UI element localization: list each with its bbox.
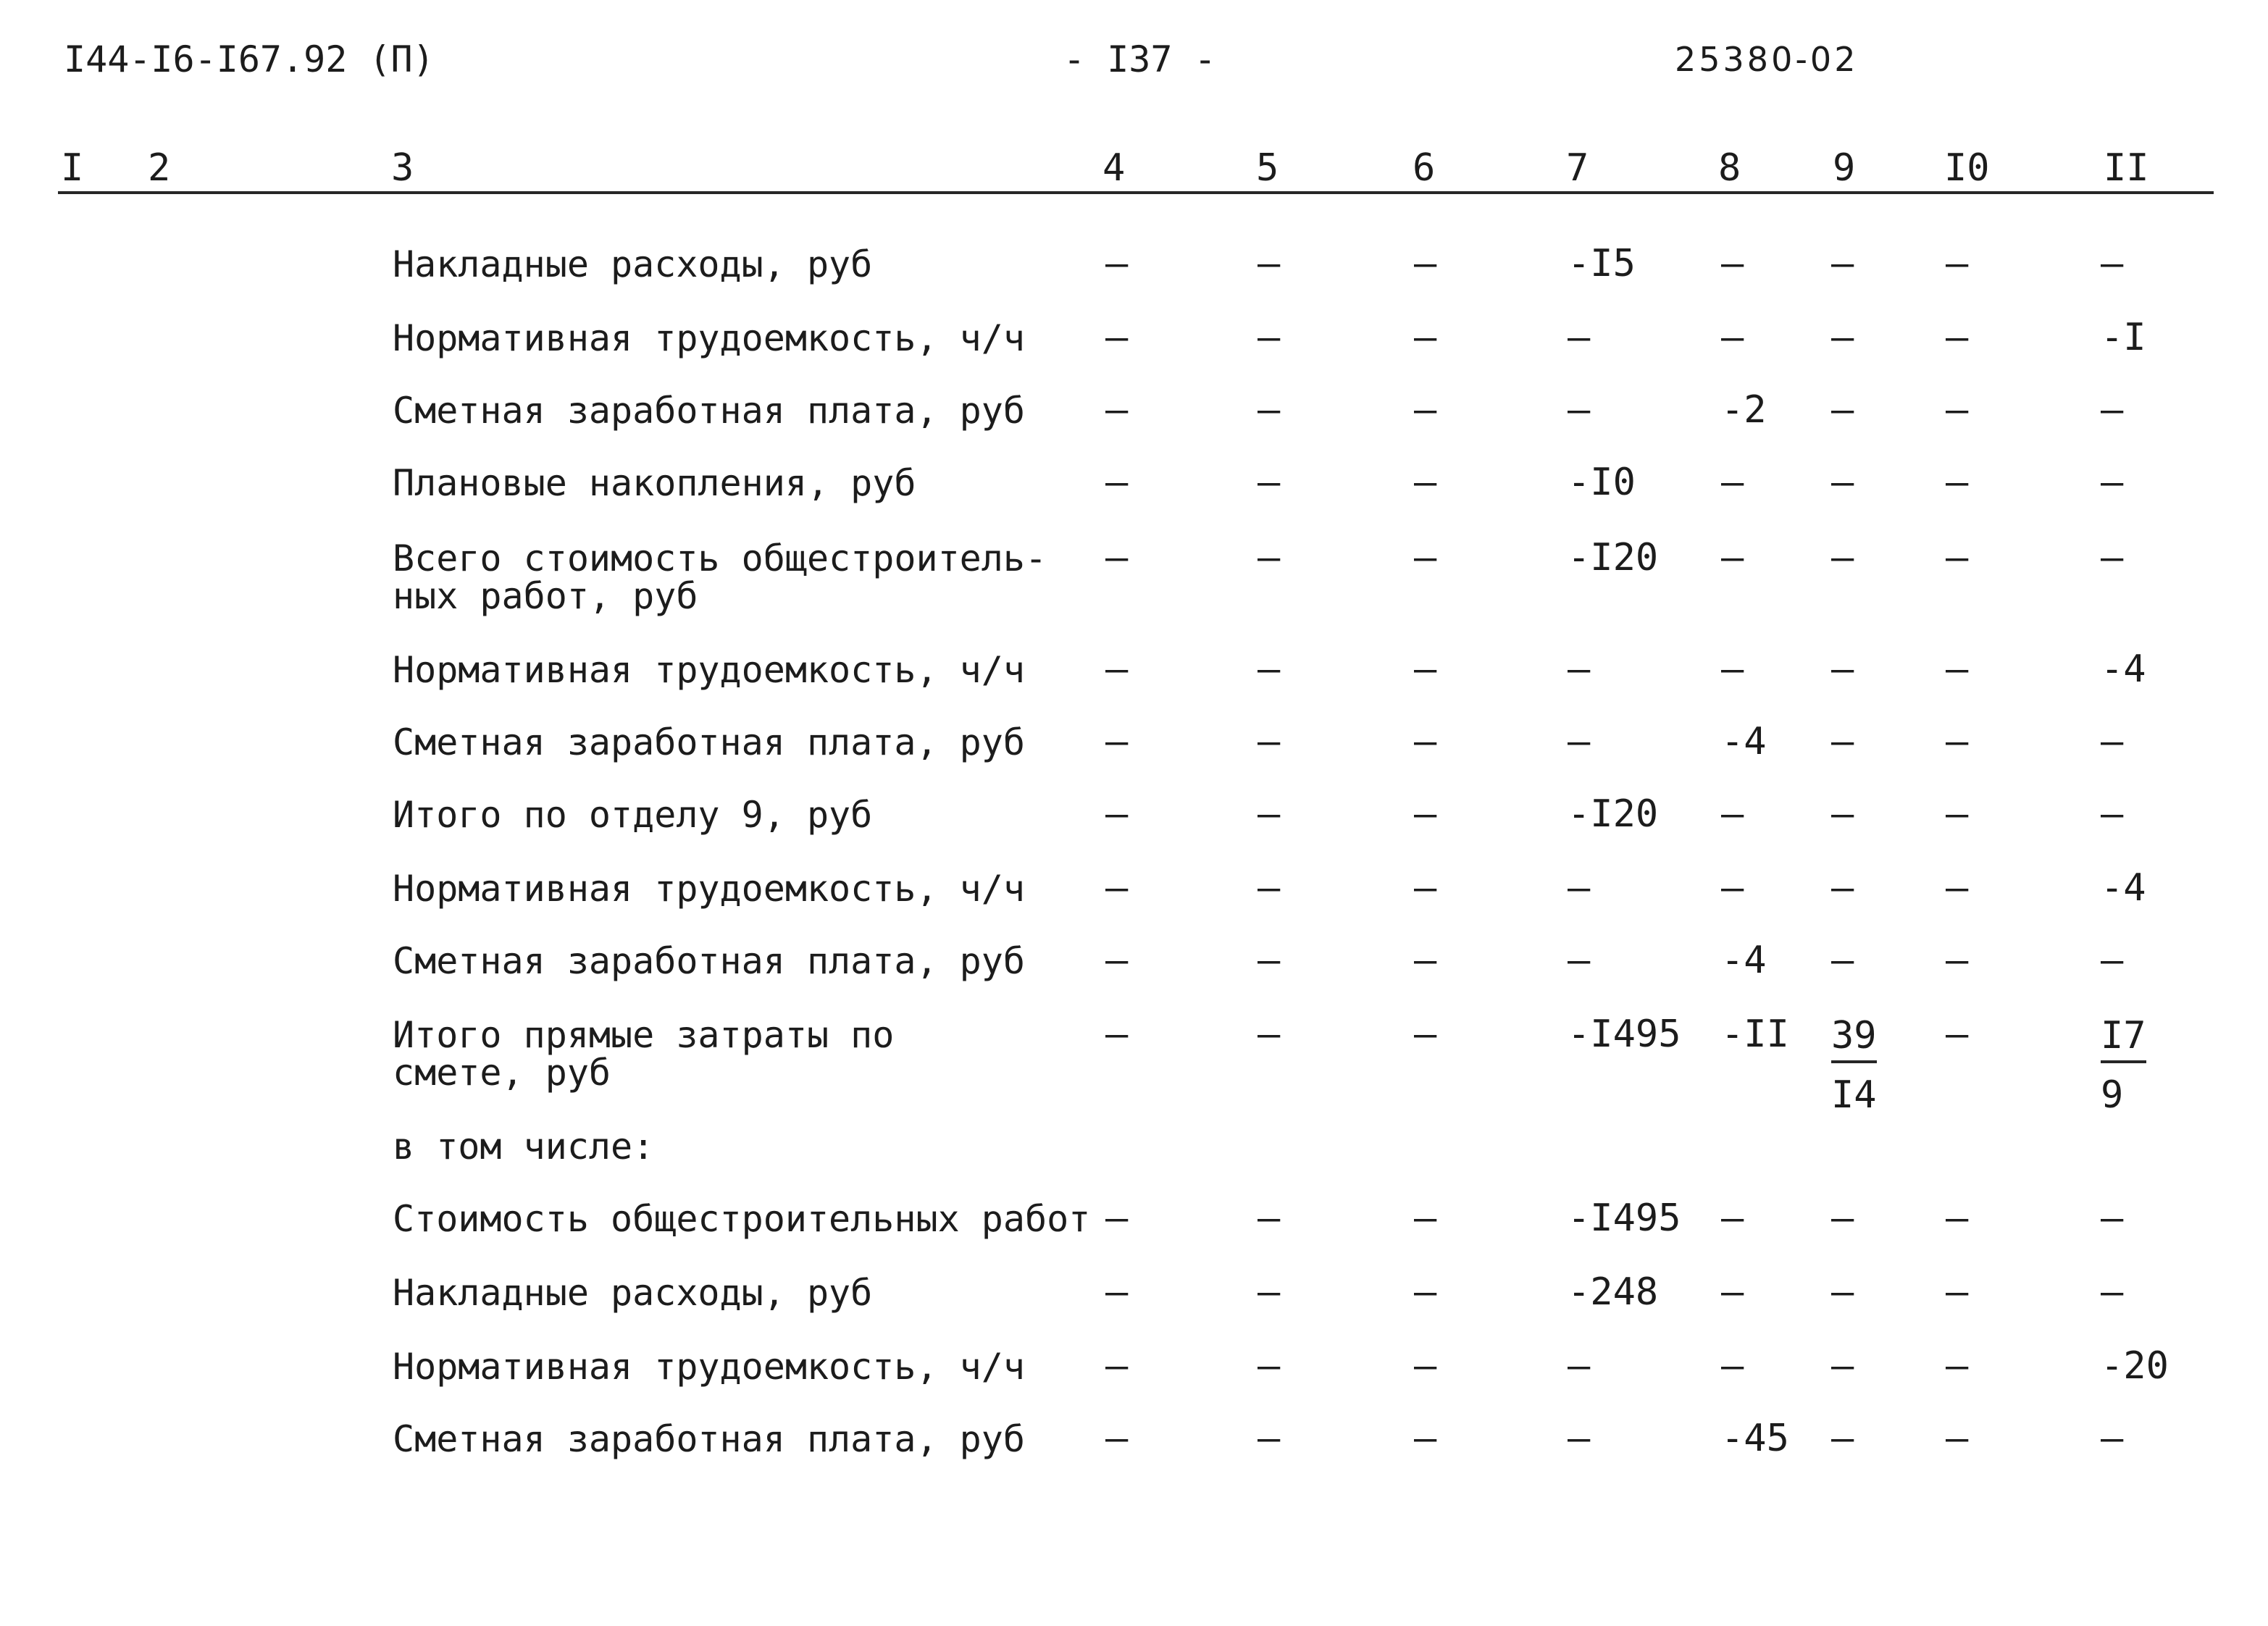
table-cell: –	[1105, 720, 1129, 763]
table-cell: –	[2101, 388, 2124, 432]
table-cell: –	[1414, 1417, 1437, 1460]
column-number: 3	[391, 146, 414, 190]
table-cell: –	[1568, 316, 1591, 359]
table-cell: –	[1105, 939, 1129, 982]
table-cell: -4	[2101, 648, 2146, 691]
table-cell: –	[1414, 648, 1437, 691]
table-cell: –	[1258, 720, 1281, 763]
table-cell: –	[1831, 536, 1854, 579]
row-label: Сметная заработная плата, руб	[393, 940, 1025, 982]
table-cell: –	[1721, 461, 1744, 504]
row-label: Сметная заработная плата, руб	[393, 721, 1025, 763]
table-cell: –	[1946, 1197, 1969, 1240]
table-cell: –	[1831, 720, 1854, 763]
row-label: ных работ, руб	[393, 575, 698, 617]
table-cell: –	[1568, 388, 1591, 432]
table-cell: –	[1258, 1013, 1281, 1056]
table-cell: -I0	[1568, 461, 1636, 504]
column-number: 6	[1413, 146, 1436, 190]
table-cell: –	[1568, 1417, 1591, 1460]
column-number: 4	[1102, 146, 1126, 190]
table-cell: -45	[1721, 1417, 1789, 1460]
table-cell: –	[1258, 461, 1281, 504]
table-cell: –	[2101, 1197, 2124, 1240]
table-cell: –	[1414, 939, 1437, 982]
table-cell: –	[1831, 866, 1854, 910]
table-cell: –	[1831, 388, 1854, 432]
table-cell: –	[1258, 792, 1281, 836]
table-cell: –	[1721, 242, 1744, 285]
row-label: Всего стоимость общестроитель-	[393, 537, 1047, 579]
table-cell: –	[2101, 1270, 2124, 1314]
table-cell: -4	[1721, 939, 1767, 982]
table-cell: -I495	[1568, 1197, 1681, 1240]
table-cell: –	[1946, 792, 1969, 836]
table-cell: -4	[2101, 866, 2146, 910]
table-cell: -I5	[1568, 242, 1636, 285]
table-cell: –	[1414, 316, 1437, 359]
table-cell: –	[1258, 1197, 1281, 1240]
table-cell: –	[1258, 316, 1281, 359]
row-label: Нормативная трудоемкость, ч/ч	[393, 317, 1025, 359]
row-label: Плановые накопления, руб	[393, 462, 916, 504]
table-cell: -248	[1568, 1270, 1659, 1314]
table-cell: –	[1831, 1197, 1854, 1240]
table-cell: –	[1258, 648, 1281, 691]
column-number: I	[61, 146, 84, 190]
table-cell: -20	[2101, 1344, 2169, 1388]
table-cell: -I	[2101, 316, 2146, 359]
row-label: Стоимость общестроительных работ	[393, 1198, 1091, 1240]
column-number: 5	[1256, 146, 1279, 190]
row-label: Нормативная трудоемкость, ч/ч	[393, 1346, 1025, 1388]
table-cell: –	[1105, 792, 1129, 836]
table-cell: –	[1414, 242, 1437, 285]
table-cell: –	[2101, 792, 2124, 836]
table-cell: –	[1831, 461, 1854, 504]
table-cell: –	[1568, 648, 1591, 691]
table-cell: –	[1105, 1197, 1129, 1240]
column-number: 2	[148, 146, 171, 190]
table-cell: –	[1946, 1013, 1969, 1056]
document-code: I44-I6-I67.92 (П)	[64, 38, 435, 80]
row-label: Накладные расходы, руб	[393, 243, 873, 285]
table-cell: –	[1946, 866, 1969, 910]
table-cell: –	[2101, 1417, 2124, 1460]
table-cell: -I495	[1568, 1013, 1681, 1056]
table-cell: –	[1831, 1344, 1854, 1388]
column-number: 8	[1718, 146, 1741, 190]
column-number: 9	[1833, 146, 1856, 190]
table-cell: –	[1721, 316, 1744, 359]
page-number: - I37 -	[1063, 38, 1216, 80]
table-cell: –	[1831, 316, 1854, 359]
table-cell: –	[1414, 792, 1437, 836]
column-number: II	[2104, 146, 2149, 190]
table-cell: –	[1414, 1197, 1437, 1240]
table-cell: –	[1831, 939, 1854, 982]
row-label: Итого прямые затраты по	[393, 1014, 895, 1056]
table-cell: –	[2101, 461, 2124, 504]
table-cell: –	[1721, 1270, 1744, 1314]
table-cell: –	[1258, 1270, 1281, 1314]
table-cell: –	[1414, 1270, 1437, 1314]
table-cell: -II	[1721, 1013, 1789, 1056]
table-cell: –	[1831, 1270, 1854, 1314]
table-cell: –	[1721, 536, 1744, 579]
row-label: Сметная заработная плата, руб	[393, 1418, 1025, 1460]
table-cell: –	[1721, 792, 1744, 836]
table-cell: –	[1721, 866, 1744, 910]
table-cell: –	[1105, 461, 1129, 504]
table-cell: –	[1946, 242, 1969, 285]
table-cell: –	[1414, 461, 1437, 504]
row-label: Накладные расходы, руб	[393, 1272, 873, 1314]
table-cell: –	[1946, 1270, 1969, 1314]
table-cell: –	[1105, 536, 1129, 579]
column-number: I0	[1944, 146, 1990, 190]
table-cell: –	[1258, 1417, 1281, 1460]
row-label: в том числе:	[393, 1126, 655, 1168]
table-cell: –	[1105, 1344, 1129, 1388]
table-cell: –	[1258, 866, 1281, 910]
table-cell: –	[1831, 792, 1854, 836]
table-cell: –	[1721, 1344, 1744, 1388]
table-cell: –	[1105, 242, 1129, 285]
table-cell: –	[1831, 242, 1854, 285]
table-cell: –	[2101, 242, 2124, 285]
table-cell: –	[1258, 1344, 1281, 1388]
row-label: Нормативная трудоемкость, ч/ч	[393, 649, 1025, 691]
row-label: смете, руб	[393, 1052, 611, 1094]
table-cell: –	[1946, 1417, 1969, 1460]
table-cell: –	[1946, 720, 1969, 763]
table-cell: –	[1414, 388, 1437, 432]
table-cell: –	[1946, 648, 1969, 691]
table-cell: –	[1105, 866, 1129, 910]
table-cell: –	[1946, 388, 1969, 432]
table-cell: -I20	[1568, 792, 1659, 836]
table-cell: –	[2101, 536, 2124, 579]
table-cell: -2	[1721, 388, 1767, 432]
table-cell: –	[1946, 316, 1969, 359]
row-label: Сметная заработная плата, руб	[393, 390, 1025, 432]
table-cell: –	[1946, 536, 1969, 579]
table-cell: –	[1258, 388, 1281, 432]
table-cell: –	[1105, 1417, 1129, 1460]
table-cell: –	[1105, 1270, 1129, 1314]
table-cell: –	[2101, 720, 2124, 763]
archive-stamp: 25380-02	[1675, 40, 1859, 79]
table-cell: –	[1414, 1013, 1437, 1056]
table-cell: –	[1568, 866, 1591, 910]
fraction-numerator: 39	[1831, 1014, 1877, 1063]
table-cell: –	[1258, 939, 1281, 982]
table-cell: –	[1946, 461, 1969, 504]
table-cell: –	[1568, 939, 1591, 982]
table-cell: –	[1946, 939, 1969, 982]
fraction-cell	[1831, 1014, 1877, 1117]
fraction-cell	[2101, 1014, 2146, 1117]
fraction-denominator: I4	[1831, 1073, 1877, 1117]
table-cell: -4	[1721, 720, 1767, 763]
row-label: Нормативная трудоемкость, ч/ч	[393, 868, 1025, 910]
table-cell: –	[1568, 720, 1591, 763]
table-cell: –	[1414, 720, 1437, 763]
table-cell: –	[1105, 648, 1129, 691]
table-cell: –	[1105, 1013, 1129, 1056]
table-cell: –	[1831, 1417, 1854, 1460]
table-cell: –	[1721, 1197, 1744, 1240]
table-cell: –	[1105, 388, 1129, 432]
fraction-denominator: 9	[2101, 1073, 2124, 1117]
table-cell: –	[2101, 939, 2124, 982]
table-cell: -I20	[1568, 536, 1659, 579]
table-cell: –	[1414, 1344, 1437, 1388]
table-cell: –	[1568, 1344, 1591, 1388]
column-number: 7	[1566, 146, 1589, 190]
table-cell: –	[1946, 1344, 1969, 1388]
table-cell: –	[1105, 316, 1129, 359]
table-cell: –	[1414, 866, 1437, 910]
table-cell: –	[1258, 536, 1281, 579]
table-cell: –	[1414, 536, 1437, 579]
table-cell: –	[1721, 648, 1744, 691]
row-label: Итого по отделу 9, руб	[393, 794, 873, 836]
table-cell: –	[1258, 242, 1281, 285]
fraction-numerator: I7	[2101, 1014, 2146, 1063]
table-cell: –	[1831, 648, 1854, 691]
